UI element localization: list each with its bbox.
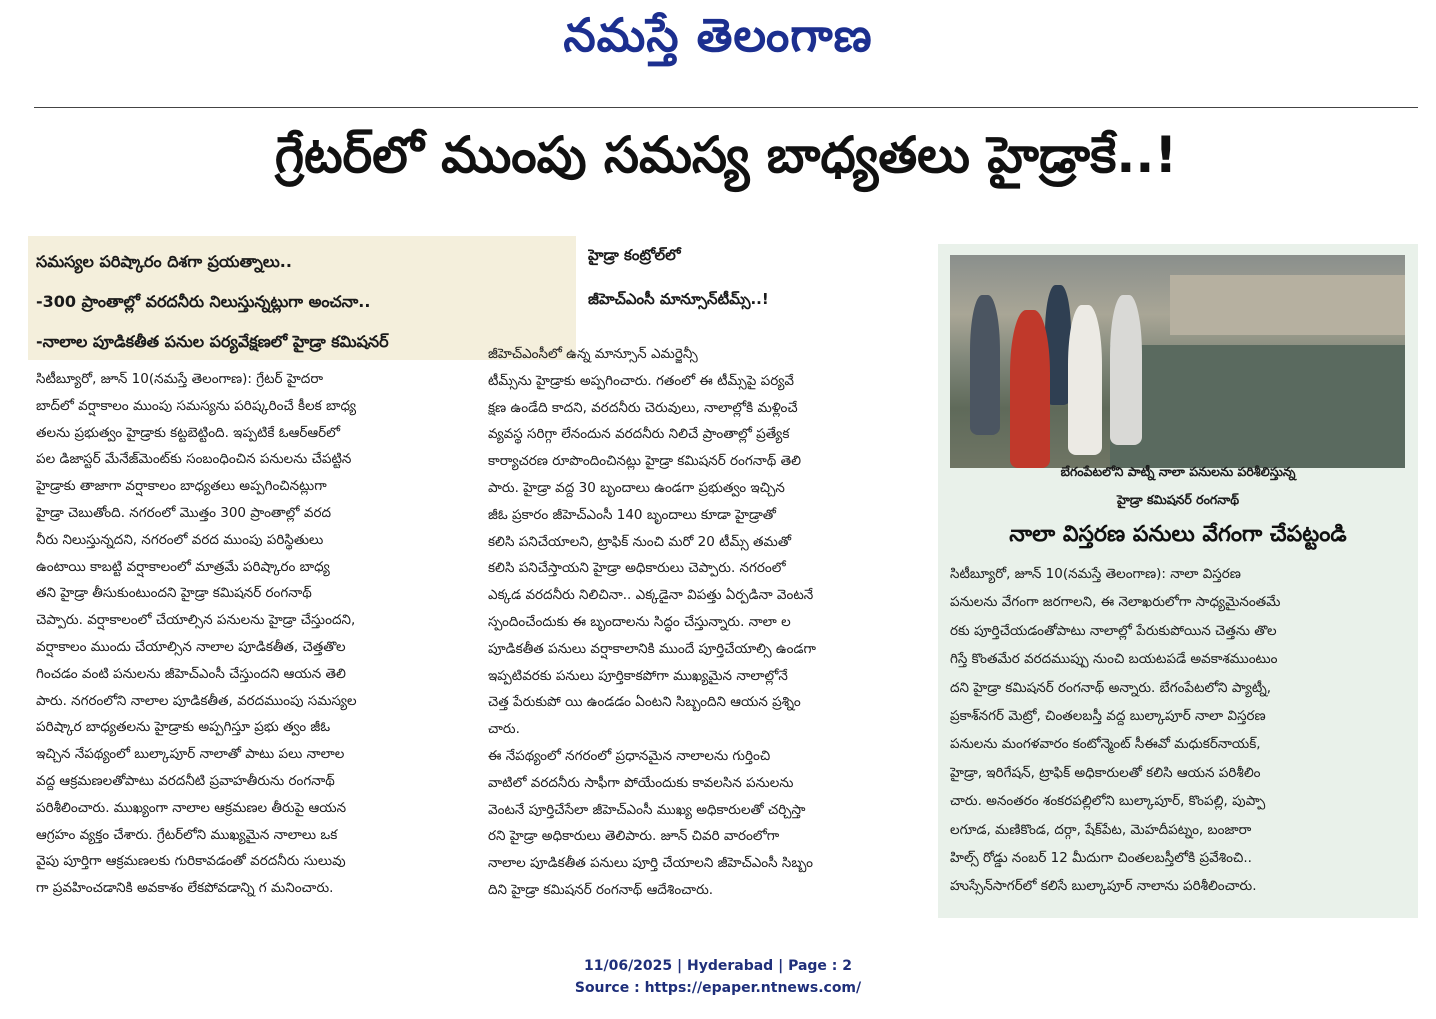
article-line: నాలాల పూడికతీత పనులు పూర్తి చేయాలని జీహెచ్‌ఎంసీ సిబ్బం [488, 855, 813, 872]
article-line: ఆగ్రహం వ్యక్తం చేశారు. గ్రేటర్‌లోని ముఖ్యమైన నాలాలు ఒక [36, 826, 338, 843]
article-line: వైపు పూర్తిగా ఆక్రమణలకు గురికావడంతో వరదనీరు సులువు [36, 853, 346, 870]
article-line: జీఓ ప్రకారం జీహెచ్‌ఎంసీ 140 బృందాలు కూడా హైడ్రాతో [488, 506, 776, 523]
masthead-rule [34, 107, 1418, 108]
article-line: చారు. అనంతరం శంకరపల్లిలోని బుల్కాపూర్, కొంపల్లి, పుప్పా [950, 793, 1266, 810]
article-line: స్పందించేందుకు ఈ బృందాలను సిద్ధం చేస్తున్నారు. నాలా ల [488, 613, 791, 630]
article-line: వెంటనే పూర్తిచేసేలా జీహెచ్‌ఎంసీ ముఖ్య అధికారులతో చర్చిస్తా [488, 801, 806, 818]
article-column-1 [36, 366, 466, 902]
subhead-line: హైడ్రా కంట్రోల్‌లో [588, 246, 681, 264]
article-line: కలిసి పనిచేస్తాయని హైడ్రా అధికారులు చెప్పారు. నగరంలో [488, 560, 786, 577]
article-line: పల డిజాస్టర్ మేనేజ్‌మెంట్‌కు సంబంధించిన పనులను చేపట్టిన [36, 451, 352, 468]
photo-nala-water [1110, 345, 1405, 468]
deck-line: సమస్యల పరిష్కారం దిశగా ప్రయత్నాలు.. [36, 252, 292, 271]
footer-edition-info: 11/06/2025 | Hyderabad | Page : 2 [583, 958, 853, 974]
article-line: చెత్త పేరుకుపో యి ఉండడం ఏంటని సిబ్బందిని ఆయన ప్రశ్నిం [488, 694, 801, 711]
article-line: కార్యాచరణ రూపొందించినట్లు హైడ్రా కమిషనర్ రంగనాథ్ తెలి [488, 453, 801, 470]
subhead-line: జీహెచ్‌ఎంసీ మాన్సూన్‌టీమ్స్‌..! [588, 290, 769, 308]
footer-source: Source : https://epaper.ntnews.com/ [574, 980, 862, 996]
article-line: లగూడ, మణికొండ, దర్గా, షేక్‌పేట, మెహదీపట్నం, బంజారా [950, 821, 1252, 838]
article-line: జీహెచ్‌ఎంసీలో ఉన్న మాన్సూన్ ఎమర్జెన్సీ [488, 346, 698, 362]
article-line: హైడ్రా చెబుతోంది. నగరంలో మొత్తం 300 ప్రాంతాల్లో వరద [36, 504, 331, 521]
article-line: సిటీబ్యూరో, జూన్ 10(నమస్తే తెలంగాణ): గ్రేటర్ హైదరా [36, 371, 323, 387]
article-line: హైడ్రా, ఇరిగేషన్, ట్రాఫిక్ అధికారులతో కలిసి ఆయన పరిశీలిం [950, 764, 1261, 781]
article-line: రని హైడ్రా అధికారులు తెలిపారు. జూన్ చివరి వారంలోగా [488, 828, 780, 845]
article-line: ఉంటాయి కాబట్టి వర్షాకాలంలో మాత్రమే పరిష్కారం బాధ్య [36, 558, 330, 575]
article-line: వర్షాకాలం ముందు చేయాల్సిన నాలాల పూడికతీత, చెత్తతొల [36, 638, 346, 655]
article-line: కలిసి పనిచేయాలని, ట్రాఫిక్ నుంచి మరో 20 టీమ్స్ తమతో [488, 533, 791, 550]
article-column-2 [488, 341, 918, 904]
photo-caption-line2: హైడ్రా కమిషనర్ రంగనాథ్ [1116, 492, 1240, 507]
photo-person [1110, 295, 1142, 445]
article-line: హైడ్రాకు తాజాగా వర్షాకాలం బాధ్యతలు అప్పగించినట్లుగా [36, 478, 327, 495]
article-line: ఇప్పటివరకు పనులు పూర్తికాకపోగా ముఖ్యమైన నాలాల్లోనే [488, 667, 788, 684]
article-line: రకు పూర్తిచేయడంతోపాటు నాలాల్లో పేరుకుపోయిన చెత్తను తొల [950, 622, 1277, 639]
article-line: గిస్తే కొంతమేర వరదముప్పు నుంచి బయటపడే అవకాశముంటుం [950, 651, 1278, 668]
article-line: పరిష్కార బాధ్యతలను హైడ్రాకు అప్పగిస్తూ ప్రభు త్వం జీఓ [36, 719, 331, 736]
article-line: గించడం వంటి పనులను జీహెచ్‌ఎంసీ చేస్తుందని ఆయన తెలి [36, 665, 346, 682]
article-line: తని హైడ్రా తీసుకుంటుందని హైడ్రా కమిషనర్ రంగనాథ్ [36, 585, 312, 602]
article-line: పరిశీలించారు. ముఖ్యంగా నాలాల ఆక్రమణల తీరుపై ఆయన [36, 799, 347, 816]
article-line: బాద్‌లో వర్షాకాలం ముంపు సమస్యను పరిష్కరించే కీలక బాధ్య [36, 397, 357, 414]
article-line: ఇచ్చిన నేపథ్యంలో బుల్కాపూర్ నాలాతో పాటు పలు నాలాల [36, 746, 345, 763]
article-line: పనులను మంగళవారం కంటోన్మెంట్ సీఈవో మధుకర్‌నాయక్, [950, 736, 1261, 753]
article-line: ఎక్కడ వరదనీరు నిలిచినా.. ఎక్కడైనా విపత్తు ఏర్పడినా వెంటనే [488, 587, 814, 604]
article-line: పారు. హైడ్రా వద్ద 30 బృందాలు ఉండగా ప్రభుత్వం ఇచ్చిన [488, 479, 785, 496]
article-line: వ్యవస్థ సరిగ్గా లేనందున వరదనీరు నిలిచే ప్రాంతాల్లో ప్రత్యేక [488, 426, 790, 443]
article-line: గా ప్రవహించడానికి అవకాశం లేకపోవడాన్ని గ మనించారు. [36, 880, 334, 897]
photo-person [970, 295, 1000, 435]
sidebar-body [950, 560, 1408, 901]
photo-caption-line1: బేగంపేటలోని పాట్నీ నాలా పనులను పరిశీలిస్తున్న [1060, 464, 1296, 479]
photo-person [1068, 305, 1102, 455]
deck-line: -300 ప్రాంతాల్లో వరదనీరు నిలుస్తున్నట్లుగా అంచనా.. [36, 292, 371, 311]
article-line: దని హైడ్రా కమిషనర్ రంగనాథ్ అన్నారు. బేగంపేటలోని ప్యాట్నీ, [950, 679, 1272, 696]
news-photo [950, 255, 1405, 468]
article-line: సిటీబ్యూరో, జూన్ 10(నమస్తే తెలంగాణ): నాలా విస్తరణ [950, 566, 1241, 582]
article-line: హిల్స్ రోడ్డు నంబర్ 12 మీదుగా చింతలబస్తీలోకి ప్రవేశించి.. [950, 850, 1252, 867]
article-line: పనులను వేగంగా జరగాలని, ఈ నెలాఖరులోగా సాధ్యమైనంతమే [950, 594, 1281, 611]
article-subhead [588, 244, 918, 332]
article-line: హుస్సేన్‌సాగర్‌లో కలిసే బుల్కాపూర్ నాలాను పరిశీలించారు. [950, 878, 1257, 895]
article-line: వాటిలో వరదనీరు సాఫీగా పోయేందుకు కావలసిన పనులను [488, 774, 794, 791]
article-line: వద్ద ఆక్రమణలతోపాటు వరదనీటి ప్రవాహతీరును రంగనాథ్ [36, 772, 335, 789]
article-headline: గ్రేటర్‌లో ముంపు సమస్య బాధ్యతలు హైడ్రాకే..! [274, 126, 1178, 184]
article-line: ఈ నేపథ్యంలో నగరంలో ప్రధానమైన నాలాలను గుర్తించి [488, 747, 771, 764]
article-line: నీరు నిలుస్తున్నదని, నగరంలో వరద ముంపు పరిస్థితులు [36, 531, 324, 548]
sidebar-heading: నాలా విస్తరణ పనులు వేగంగా చేపట్టండి [1009, 522, 1347, 547]
article-line: పూడికతీత పనులు వర్షాకాలానికి ముందే పూర్తిచేయాల్సి ఉండగా [488, 640, 816, 657]
article-line: టీమ్స్‌ను హైడ్రాకు అప్పగించారు. గతంలో ఈ టీమ్స్‌పై పర్యవే [488, 372, 794, 389]
article-line: క్షణ ఉండేది కాదని, వరదనీరు చెరువులు, నాలాల్లోకి మళ్లించే [488, 399, 798, 416]
article-line: ప్రకాశ్‌నగర్ మెట్రో, చింతలబస్తీ వద్ద బుల్కాపూర్ నాలా విస్తరణ [950, 708, 1266, 725]
newspaper-masthead: నమస్తే తెలంగాణ [563, 8, 873, 62]
article-line: పారు. నగరంలోని నాలాల పూడికతీత, వరదముంపు సమస్యల [36, 692, 357, 709]
photo-person [1010, 310, 1050, 468]
article-line: చారు. [488, 721, 520, 738]
article-line: తలను ప్రభుత్వం హైడ్రాకు కట్టబెట్టింది. ఇప్పటికే ఓఆర్‌ఆర్‌లో [36, 424, 341, 441]
article-line: చెప్పారు. వర్షాకాలంలో చేయాల్సిన పనులను హైడ్రా చేస్తుందని, [36, 612, 356, 629]
article-line: దిని హైడ్రా కమిషనర్ రంగనాథ్ ఆదేశించారు. [488, 881, 714, 898]
sidebar-story [938, 244, 1418, 918]
photo-culvert-wall [1170, 275, 1405, 335]
deck-line: -నాలాల పూడికతీత పనుల పర్యవేక్షణలో హైడ్రా కమిషనర్ [36, 332, 389, 351]
